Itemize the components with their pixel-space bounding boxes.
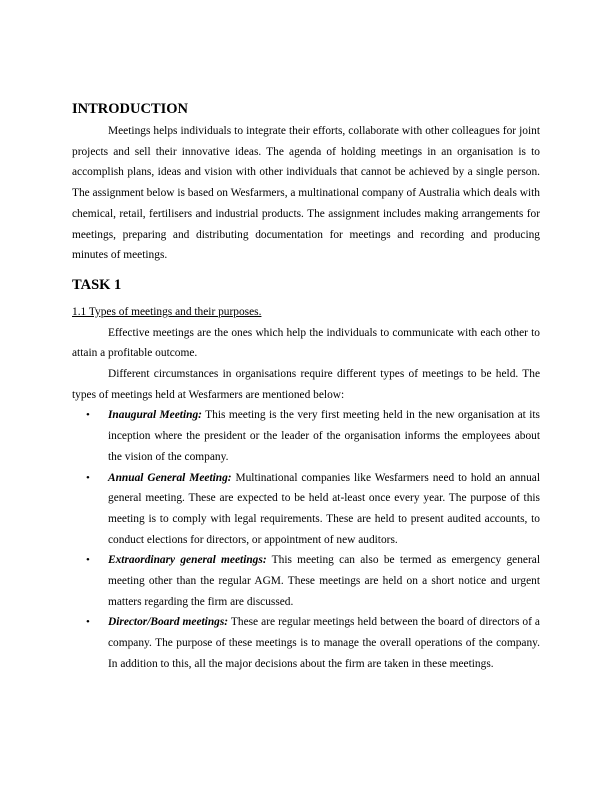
list-item [72, 405, 540, 467]
bullet-icon: • [86, 616, 90, 629]
task1-heading: TASK 1 [72, 276, 122, 293]
list-item [72, 550, 540, 612]
meeting-types-list [72, 405, 540, 674]
task1-paragraph-2: Different circumstances in organisations require different types of meetings to be held. The types of meetings held at Wesfarmers are mentioned below: [72, 368, 540, 401]
list-item-term: Extraordinary general meetings: [108, 554, 267, 567]
list-item-term: Director/Board meetings: [108, 616, 229, 629]
page-content [72, 98, 540, 675]
bullet-icon: • [86, 554, 90, 567]
list-item-text: Multinational companies like Wesfarmers need to hold an annual general meeting. These are expected to be held at-least once every year. The purpose of this meeting is to comply with legal requirements. These are held to present audited accounts, to conduct elections for directors, or appointment of new auditors. [108, 471, 540, 546]
list-item-term: Inaugural Meeting: [108, 409, 202, 422]
task1-paragraph-1: Effective meetings are the ones which help the individuals to communicate with each other to attain a profitable outcome. [72, 326, 540, 360]
list-item-text: This meeting can also be termed as emergency general meeting other than the regular AGM. These meetings are held on a short notice and urgent matters regarding the firm are discussed. [108, 554, 540, 608]
list-item [72, 468, 540, 551]
list-item [72, 612, 540, 674]
list-item-text: This meeting is the very first meeting held in the new organisation at its inception where the president or the leader of the organisation informs the employees about the vision of the company. [108, 409, 540, 463]
list-item-text: These are regular meetings held between the board of directors of a company. The purpose of these meetings is to manage the overall operations of the company. In addition to this, all the major decisions about the firm are taken in these meetings. [108, 616, 540, 670]
bullet-icon: • [86, 409, 90, 422]
bullet-icon: • [86, 471, 90, 484]
task1-subheading: 1.1 Types of meetings and their purposes. [72, 305, 262, 318]
introduction-paragraph: Meetings helps individuals to integrate their efforts, collaborate with other colleagues for joint projects and sell their innovative ideas. The agenda of holding meetings in an organisation is to accomplish plans, ideas and vision with other individuals that cannot be achieved by a single person. The assignment below is based on Wesfarmers, a multinational company of Australia which deals with chemical, retail, fertilisers and industrial products. The assignment includes making arrangements for meetings, preparing and distributing documentation for meetings and recording and producing minutes of meetings. [72, 125, 540, 262]
introduction-heading: INTRODUCTION [72, 101, 189, 117]
list-item-term: Annual General Meeting: [108, 471, 232, 484]
